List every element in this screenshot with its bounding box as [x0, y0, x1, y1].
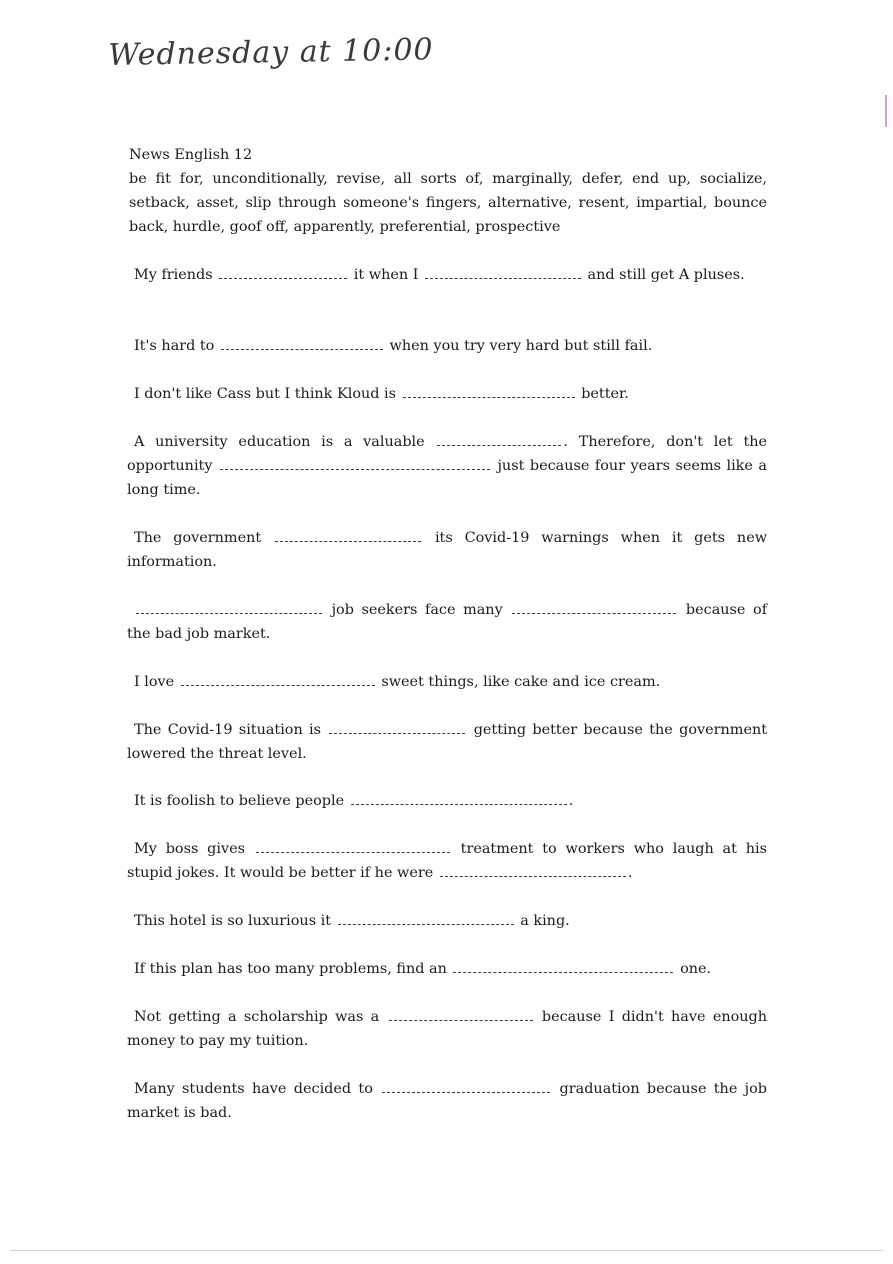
handwritten-note: Wednesday at 10:00	[108, 32, 434, 73]
sentence-text: because I didn't have enough money to pay my tuition.	[127, 1009, 768, 1049]
answer-blank[interactable]	[338, 912, 514, 925]
sentence-7	[127, 670, 767, 694]
sentence-1	[127, 263, 767, 287]
answer-blank[interactable]	[329, 721, 465, 734]
answer-blank[interactable]	[256, 840, 450, 853]
answer-blank[interactable]	[275, 529, 421, 542]
answer-blank[interactable]	[219, 266, 347, 279]
sentence-4	[127, 430, 767, 502]
sentence-text: when you try very hard but still fail.	[389, 338, 653, 354]
sentence-text: one.	[680, 961, 712, 977]
sentence-text: sweet things, like cake and ice cream.	[381, 674, 661, 690]
sentence-text: getting better because the government lowered the threat level.	[127, 722, 768, 762]
sentence-14	[127, 1077, 767, 1125]
sentence-12	[127, 957, 767, 981]
sentence-text: A university education is a valuable	[134, 434, 425, 450]
sentence-text: .	[568, 793, 574, 809]
sentence-8	[127, 718, 767, 766]
sentence-2	[127, 334, 767, 358]
answer-blank[interactable]	[512, 601, 676, 614]
answer-blank[interactable]	[425, 266, 581, 279]
sentence-6	[127, 598, 767, 646]
sentence-text: its Covid-19 warnings when it gets new information.	[127, 530, 768, 570]
sentence-text: If this plan has too many problems, find an	[134, 961, 447, 977]
sentence-text: I love	[134, 674, 175, 690]
answer-blank[interactable]	[453, 960, 673, 973]
sentence-text: treatment to workers who laugh at his stupid jokes. It would be better if he were	[127, 841, 767, 881]
answer-blank[interactable]	[382, 1080, 550, 1093]
sentence-text: . Therefore, don't let the opportunity	[127, 434, 768, 474]
page-edge-line	[10, 1250, 883, 1251]
sentence-3	[127, 382, 767, 406]
sentence-text: My friends	[134, 267, 213, 283]
answer-blank[interactable]	[351, 792, 567, 805]
margin-mark	[885, 95, 887, 127]
sentence-text: My boss gives	[134, 841, 246, 857]
sentence-11	[127, 909, 767, 933]
sentence-text: better.	[581, 386, 629, 402]
sentence-text: It is foolish to believe people	[134, 793, 345, 809]
sentence-13	[127, 1005, 767, 1053]
sentence-9	[127, 789, 767, 813]
sentence-text: because of the bad job market.	[127, 602, 768, 642]
sentence-10	[127, 837, 767, 885]
worksheet-title: News English 12	[129, 147, 253, 163]
sentence-text: It's hard to	[134, 338, 215, 354]
sentence-text: I don't like Cass but I think Kloud is	[134, 386, 397, 402]
answer-blank[interactable]	[403, 385, 575, 398]
sentence-text: just because four years seems like a long time.	[127, 458, 767, 498]
sentence-text: The Covid-19 situation is	[134, 722, 322, 738]
sentence-text: Not getting a scholarship was a	[134, 1009, 380, 1025]
answer-blank[interactable]	[437, 433, 561, 446]
sentence-text: graduation because the job market is bad.	[127, 1081, 768, 1121]
answer-blank[interactable]	[220, 457, 490, 470]
answer-blank[interactable]	[389, 1008, 533, 1021]
answer-blank[interactable]	[221, 337, 383, 350]
answer-blank[interactable]	[136, 601, 322, 614]
answer-blank[interactable]	[181, 673, 375, 686]
sentence-text: and still get A pluses.	[587, 267, 745, 283]
word-bank: be fit for, unconditionally, revise, all sorts of, marginally, defer, end up, socialize, setback, asset, slip through someone's fingers, alternative, resent, impartial, bounce back, hurdle, goof off, apparently, preferential, prospective	[129, 171, 767, 235]
sentence-text: job seekers face many	[331, 602, 503, 618]
sentence-text: This hotel is so luxurious it	[134, 913, 332, 929]
sentence-text: The government	[134, 530, 262, 546]
sentence-5	[127, 526, 767, 574]
sentence-text: it when I	[353, 267, 419, 283]
worksheet-header	[129, 143, 767, 239]
sentence-text: a king.	[520, 913, 570, 929]
sentence-text: Many students have decided to	[134, 1081, 373, 1097]
sentence-text: .	[627, 865, 633, 881]
answer-blank[interactable]	[440, 864, 626, 877]
